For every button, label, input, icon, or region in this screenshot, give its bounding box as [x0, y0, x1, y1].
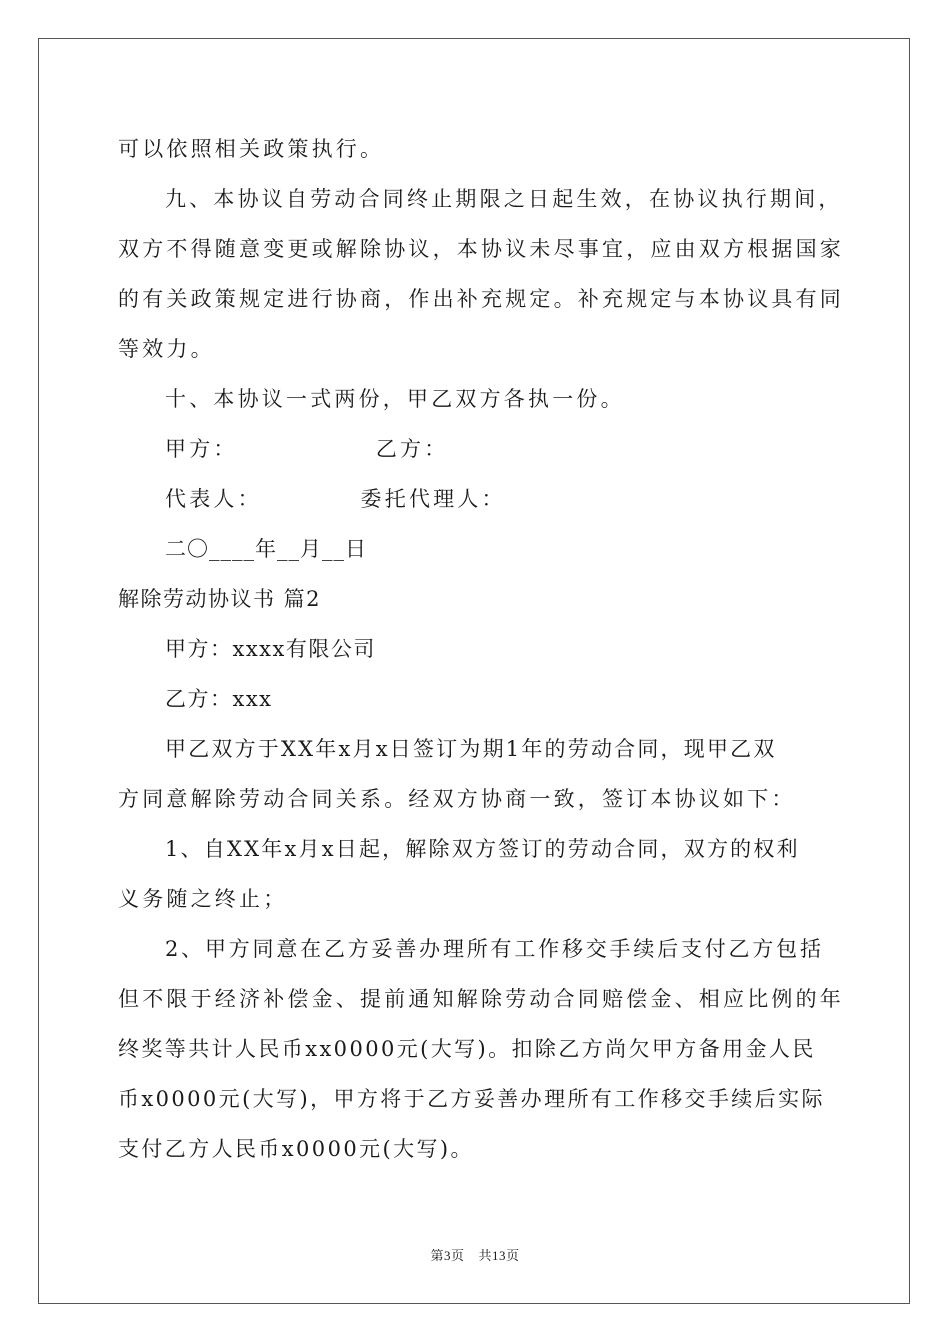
- page-border: [38, 38, 910, 1304]
- clause-10: 十、本协议一式两份，甲乙双方各执一份。: [165, 387, 625, 411]
- page-footer: [0, 1245, 950, 1264]
- clause-2-line-1: 2、甲方同意在乙方妥善办理所有工作移交手续后支付乙方包括: [165, 937, 824, 961]
- signature-representatives: 代表人： 委托代理人：: [165, 487, 506, 511]
- clause-2-line-4: 币x0000元(大写)，甲方将于乙方妥善办理所有工作移交手续后实际: [118, 1087, 825, 1111]
- signature-parties: 甲方： 乙方：: [165, 437, 449, 461]
- clause-9-line-1: 九、本协议自劳动合同终止期限之日起生效，在协议执行期间，: [165, 187, 843, 211]
- clause-1-line-2: 义务随之终止；: [118, 887, 288, 911]
- clause-2-line-2: 但不限于经济补偿金、提前通知解除劳动合同赔偿金、相应比例的年: [118, 987, 844, 1011]
- text-line-1: 可以依照相关政策执行。: [118, 137, 385, 161]
- clause-2-line-5: 支付乙方人民币x0000元(大写)。: [118, 1137, 474, 1161]
- party-a: 甲方：xxxx有限公司: [165, 637, 376, 661]
- clause-2-line-3: 终奖等共计人民币xx0000元(大写)。扣除乙方尚欠甲方备用金人民: [118, 1037, 816, 1061]
- clause-9-line-4: 等效力。: [118, 337, 215, 361]
- party-b: 乙方：xxx: [165, 687, 273, 711]
- page-total: 共13页: [478, 1248, 520, 1263]
- section-title: 解除劳动协议书 篇2: [118, 587, 322, 611]
- clause-1-line-1: 1、自XX年x月x日起，解除双方签订的劳动合同，双方的权利: [165, 837, 800, 861]
- clause-9-line-3: 的有关政策规定进行协商，作出补充规定。补充规定与本协议具有同: [118, 287, 844, 311]
- preamble-line-2: 方同意解除劳动合同关系。经双方协商一致，签订本协议如下：: [118, 787, 796, 811]
- signature-date: 二〇____年__月__日: [165, 537, 367, 561]
- clause-9-line-2: 双方不得随意变更或解除协议，本协议未尽事宜，应由双方根据国家: [118, 237, 844, 261]
- page-number: 第3页: [430, 1248, 465, 1263]
- preamble-line-1: 甲乙双方于XX年x月x日签订为期1年的劳动合同，现甲乙双: [165, 737, 777, 761]
